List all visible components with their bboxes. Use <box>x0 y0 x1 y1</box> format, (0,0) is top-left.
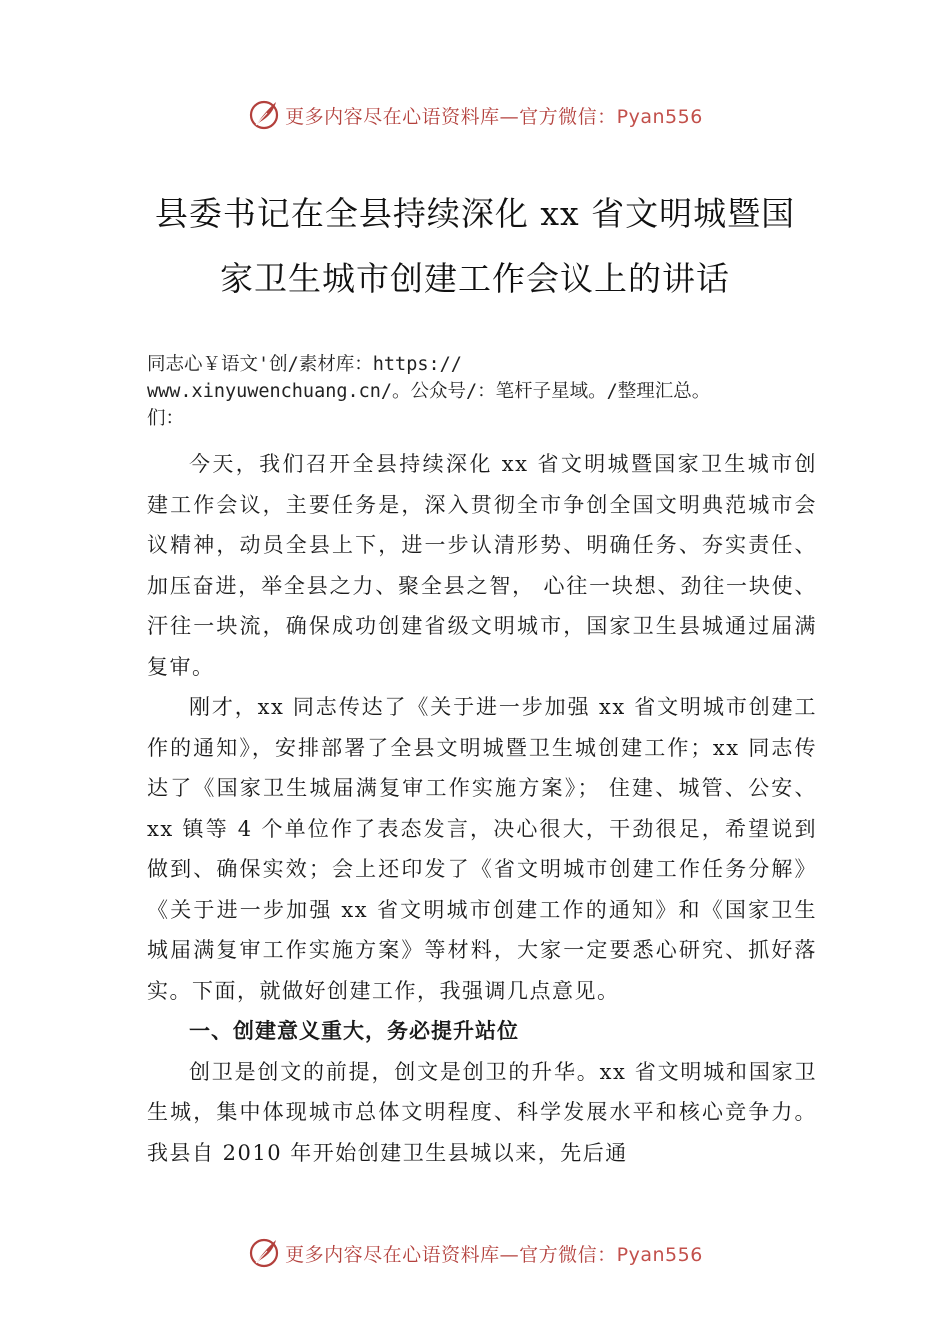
banner-label: 更多内容尽在心语资料库—官方微信： <box>285 105 617 128</box>
wechat-id: Pyan556 <box>616 105 703 128</box>
wechat-id: Pyan556 <box>616 1243 703 1266</box>
header-banner <box>0 95 950 135</box>
title-line-1: 县委书记在全县持续深化 xx 省文明城暨国 <box>154 194 796 233</box>
source-note-line-1: 同志心￥语文'创/素材库：https:// <box>147 354 462 375</box>
source-note-line-2: www.xinyuwenchuang.cn/。公众号/：笔杆子星域。/整理汇总。 <box>147 381 711 402</box>
paragraph: 刚才，xx 同志传达了《关于进一步加强 xx 省文明城市创建工作的通知》，安排部署了全县文明城暨卫生城创建工作；xx 同志传达了《国家卫生城届满复审工作实施方案》； 住建、城管、公安、xx 镇等 4 个单位作了表态发言，决心很大，干劲很足，希望说到做到、确保实效；会上还印发了《省文明城市创建工作任务分解》《关于进一步加强 xx 省文明城市创建工作的通知》和《国家卫生城届满复审工作实施方案》等材料，大家一定要悉心研究、抓好落实。下面，就做好创建工作，我强调几点意见。 <box>147 695 817 1003</box>
feather-pen-logo-icon <box>247 98 281 132</box>
source-note-line-3: 们： <box>147 408 185 429</box>
banner-label: 更多内容尽在心语资料库—官方微信： <box>285 1243 617 1266</box>
source-note <box>147 351 867 432</box>
section-heading: 一、创建意义重大，务必提升站位 <box>189 1019 519 1043</box>
document-body <box>147 444 817 1173</box>
banner-text <box>285 102 703 129</box>
banner-text <box>285 1240 703 1267</box>
paragraph: 创卫是创文的前提，创文是创卫的升华。xx 省文明城和国家卫生城，集中体现城市总体文明程度、科学发展水平和核心竞争力。我县自 2010 年开始创建卫生县城以来，先后通 <box>147 1059 817 1165</box>
feather-pen-logo-icon <box>247 1236 281 1270</box>
title-line-2: 家卫生城市创建工作会议上的讲话 <box>220 259 730 298</box>
paragraph: 今天，我们召开全县持续深化 xx 省文明城暨国家卫生城市创建工作会议，主要任务是，深入贯彻全市争创全国文明典范城市会议精神，动员全县上下，进一步认清形势、明确任务、夯实责任、加压奋进，举全县之力、聚全县之智， 心往一块想、劲往一块使、汗往一块流，确保成功创建省级文明城市，国家卫生县城通过届满复审。 <box>147 452 817 679</box>
footer-banner <box>0 1233 950 1273</box>
